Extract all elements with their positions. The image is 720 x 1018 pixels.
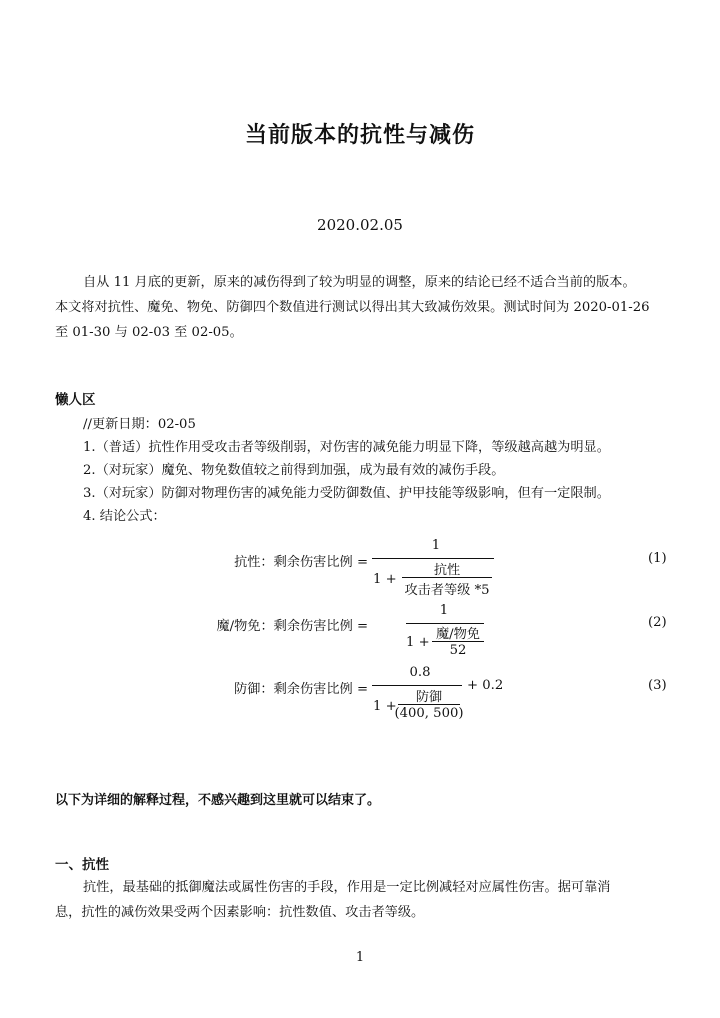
section-1-line-1: 抗性，最基础的抵御魔法或属性伤害的手段，作用是一定比例减轻对应属性伤害。据可靠消 xyxy=(83,880,611,895)
list-item-3: 3.（对玩家）防御对物理伤害的减免能力受防御数值、护甲技能等级影响，但有一定限制。 xyxy=(83,486,610,501)
equation-1 xyxy=(0,538,720,598)
equation-1-one-plus: 1 + xyxy=(373,572,397,587)
equation-2-one-plus: 1 + xyxy=(406,635,430,650)
equation-3-inner-bar xyxy=(398,704,460,705)
equation-3-inner-numerator: 防御 xyxy=(415,690,443,705)
equation-3-tail: + 0.2 xyxy=(467,678,504,693)
section-1-line-2: 息，抗性的减伤效果受两个因素影响：抗性数值、攻击者等级。 xyxy=(55,905,425,920)
list-item-4: 4. 结论公式： xyxy=(83,509,166,524)
equation-1-inner-bar xyxy=(402,577,492,578)
equation-3-lhs: 防御：剩余伤害比例 = xyxy=(234,682,368,697)
paper-date: 2020.02.05 xyxy=(317,216,403,234)
section-1-heading: 一、抗性 xyxy=(55,857,109,873)
equation-2 xyxy=(0,603,720,663)
equation-3-one-plus: 1 + xyxy=(373,699,397,714)
skip-note: 以下为详细的解释过程，不感兴趣到这里就可以结束了。 xyxy=(55,793,381,808)
list-item-2: 2.（对玩家）魔免、物免数值较之前得到加强，成为最有效的减伤手段。 xyxy=(83,463,505,478)
intro-line-1: 自从 11 月底的更新，原来的减伤得到了较为明显的调整，原来的结论已经不适合当前的版本。 xyxy=(83,275,636,290)
equation-3-label: (3) xyxy=(648,678,667,693)
equation-3-numerator: 0.8 xyxy=(409,665,431,680)
equation-2-label: (2) xyxy=(648,615,667,630)
equation-2-inner-denominator: 52 xyxy=(449,643,467,658)
equation-2-inner-numerator: 魔/物免 xyxy=(435,627,480,642)
equation-1-label: (1) xyxy=(648,551,667,566)
section-1-paragraph xyxy=(55,875,667,925)
equation-1-inner-numerator: 抗性 xyxy=(433,563,461,578)
intro-line-3: 至 01-30 与 02-03 至 02-05。 xyxy=(55,325,243,340)
intro-line-2: 本文将对抗性、魔免、物免、防御四个数值进行测试以得出其大致减伤效果。测试时间为 2020-01-26 xyxy=(55,300,650,315)
equation-2-lhs: 魔/物免：剩余伤害比例 = xyxy=(216,619,368,634)
equation-2-inner-bar xyxy=(432,641,484,642)
equation-1-numerator: 1 xyxy=(431,538,441,553)
equation-1-lhs: 抗性：剩余伤害比例 = xyxy=(234,555,368,570)
lazy-heading: 懒人区 xyxy=(55,392,96,408)
equation-2-numerator: 1 xyxy=(439,603,449,618)
equation-3-inner-denominator: (400, 500) xyxy=(394,706,464,721)
equation-3 xyxy=(0,665,720,725)
intro-paragraph xyxy=(55,270,667,345)
paper-title: 当前版本的抗性与减伤 xyxy=(244,123,475,148)
page-number: 1 xyxy=(355,950,365,965)
equation-1-inner-denominator: 攻击者等级 *5 xyxy=(404,583,490,598)
list-item-1: 1.（普适）抗性作用受攻击者等级削弱，对伤害的减免能力明显下降，等级越高越为明显。 xyxy=(83,440,610,455)
update-date: //更新日期：02-05 xyxy=(83,417,196,432)
